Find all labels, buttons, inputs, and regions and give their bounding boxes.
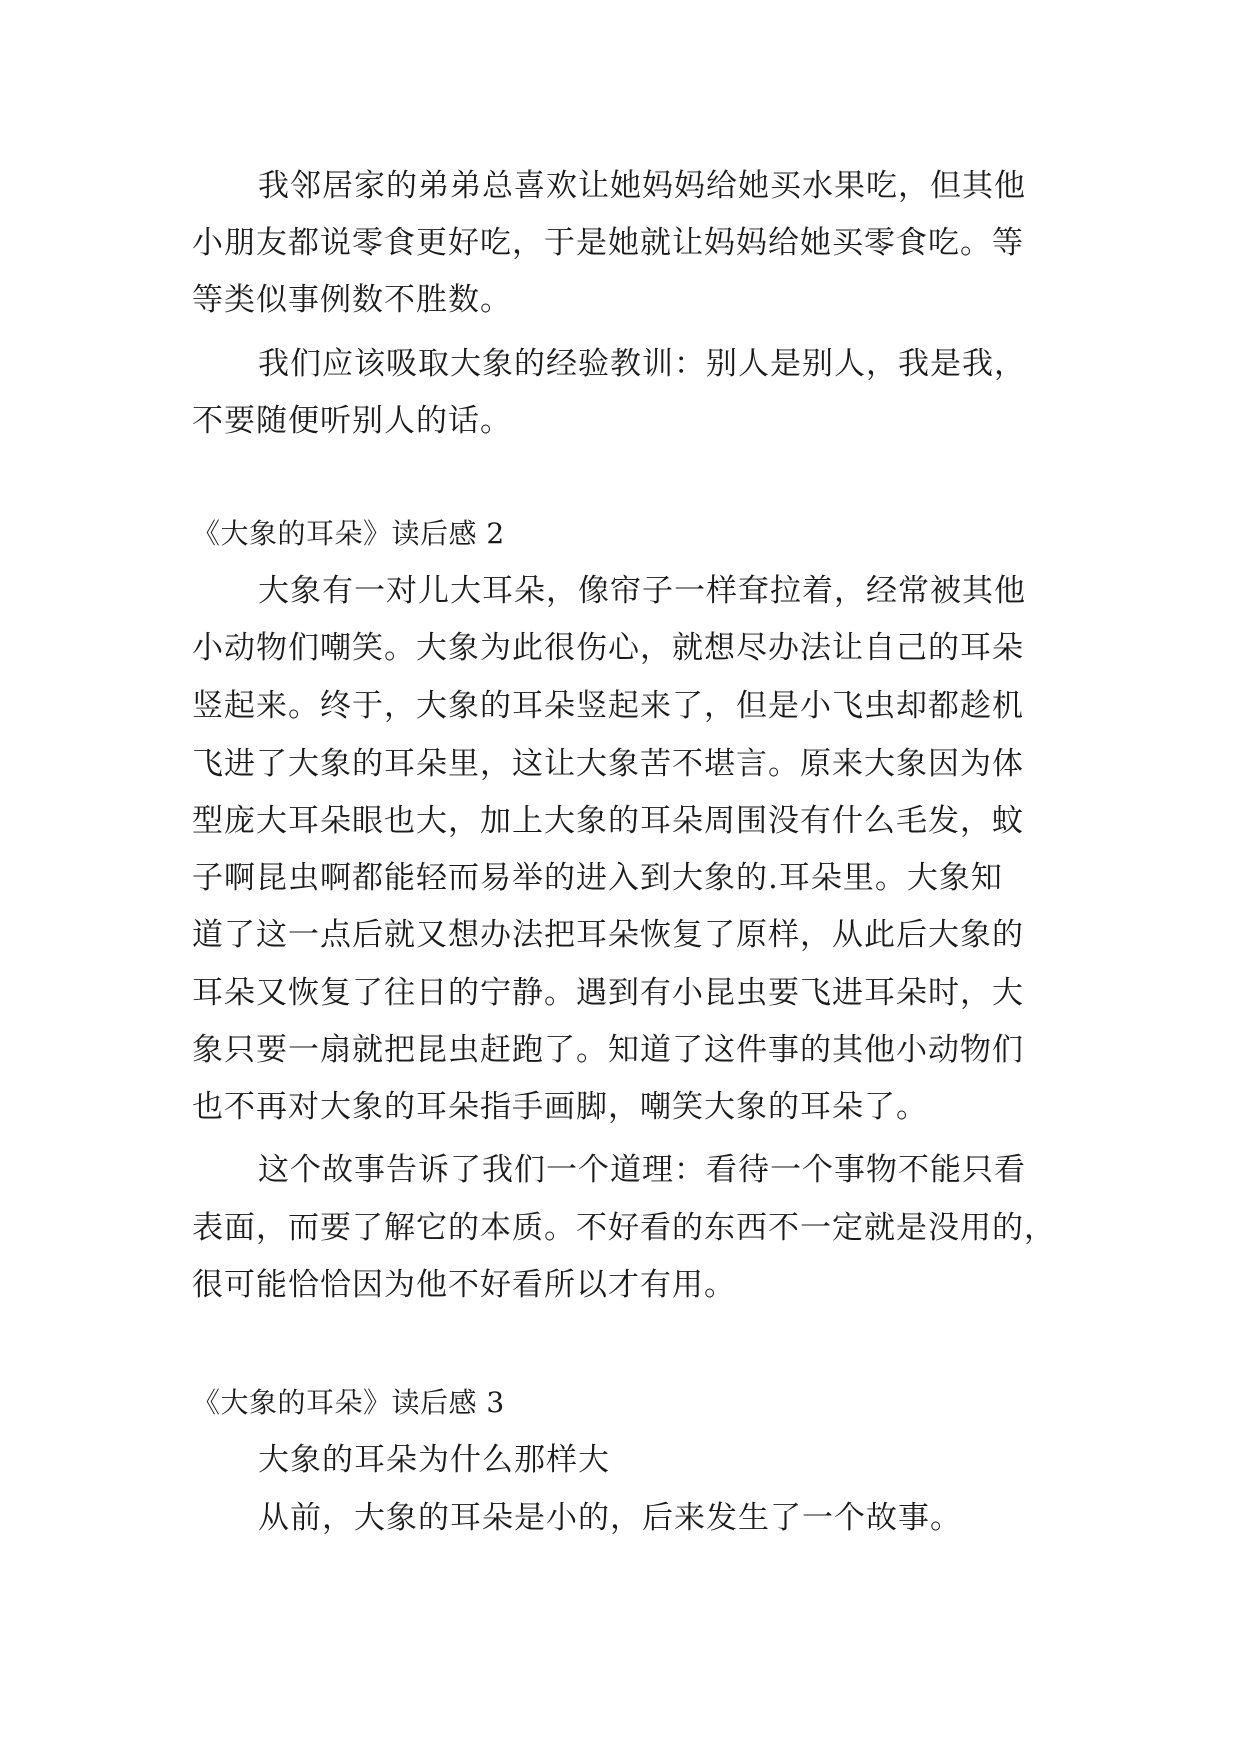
paragraph-line: 飞进了大象的耳朵里，这让大象苦不堪言。原来大象因为体 bbox=[192, 746, 1024, 782]
paragraph-line: 也不再对大象的耳朵指手画脚，嘲笑大象的耳朵了。 bbox=[192, 1089, 928, 1125]
paragraph-line: 大象有一对儿大耳朵，像帘子一样耷拉着，经常被其他 bbox=[258, 573, 1026, 609]
paragraph-line: 这个故事告诉了我们一个道理：看待一个事物不能只看 bbox=[258, 1152, 1026, 1188]
section-heading: 《大象的耳朵》读后感 2 bbox=[192, 517, 505, 550]
paragraph-line: 不要随便听别人的话。 bbox=[192, 403, 512, 439]
paragraph-line: 耳朵又恢复了往日的宁静。遇到有小昆虫要飞进耳朵时，大 bbox=[192, 975, 1024, 1011]
paragraph-line: 子啊昆虫啊都能轻而易举的进入到大象的.耳朵里。大象知 bbox=[192, 860, 1003, 896]
section-heading: 《大象的耳朵》读后感 3 bbox=[192, 1386, 505, 1419]
paragraph-line: 大象的耳朵为什么那样大 bbox=[258, 1442, 610, 1478]
paragraph-line: 小动物们嘲笑。大象为此很伤心，就想尽办法让自己的耳朵 bbox=[192, 630, 1024, 666]
paragraph-line: 型庞大耳朵眼也大，加上大象的耳朵周围没有什么毛发，蚊 bbox=[192, 803, 1024, 839]
paragraph-line: 象只要一扇就把昆虫赶跑了。知道了这件事的其他小动物们 bbox=[192, 1032, 1024, 1068]
paragraph-line: 表面，而要了解它的本质。不好看的东西不一定就是没用的， bbox=[192, 1210, 1056, 1246]
paragraph-line: 我们应该吸取大象的经验教训：别人是别人，我是我， bbox=[258, 346, 1026, 382]
paragraph-line: 竖起来。终于，大象的耳朵竖起来了，但是小飞虫却都趁机 bbox=[192, 688, 1024, 724]
paragraph-line: 从前，大象的耳朵是小的，后来发生了一个故事。 bbox=[258, 1500, 962, 1536]
paragraph-line: 我邻居家的弟弟总喜欢让她妈妈给她买水果吃，但其他 bbox=[258, 168, 1026, 204]
paragraph-line: 等类似事例数不胜数。 bbox=[192, 282, 512, 318]
paragraph-line: 小朋友都说零食更好吃，于是她就让妈妈给她买零食吃。等 bbox=[192, 225, 1024, 261]
paragraph-line: 道了这一点后就又想办法把耳朵恢复了原样，从此后大象的 bbox=[192, 917, 1024, 953]
paragraph-line: 很可能恰恰因为他不好看所以才有用。 bbox=[192, 1267, 736, 1303]
